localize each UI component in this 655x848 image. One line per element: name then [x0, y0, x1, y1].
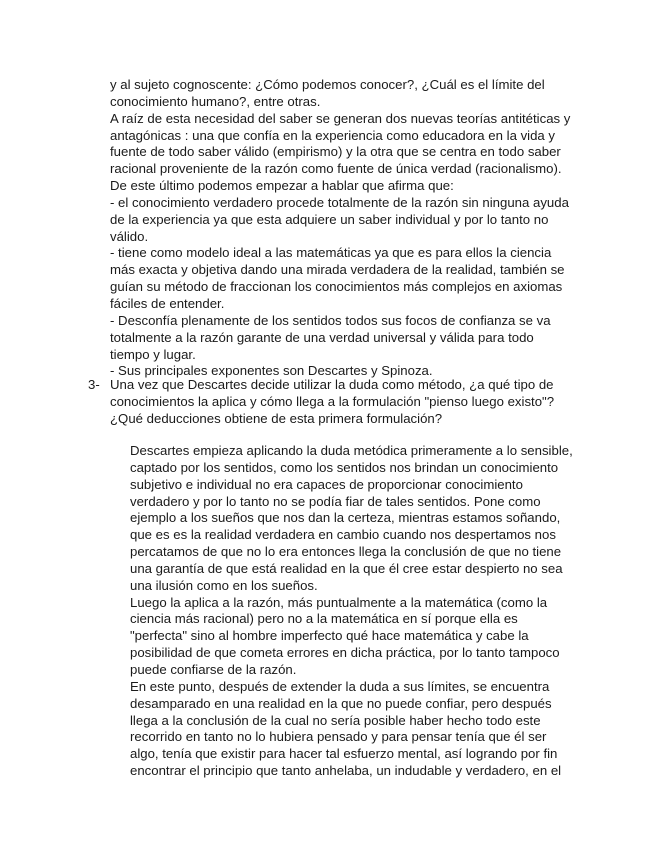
question-number: 3- — [88, 377, 100, 392]
text-line: percatamos de que no lo era entonces llega la conclusión de que no tiene — [130, 544, 562, 560]
text-line: fáciles de entender. — [110, 295, 225, 311]
text-line: Luego la aplica a la razón, más puntualmente a la matemática (como la — [130, 594, 548, 610]
text-line: A raíz de esta necesidad del saber se generan dos nuevas teorías antitéticas y — [110, 110, 571, 126]
text-line: tiempo y lugar. — [110, 346, 196, 362]
text-line: - tiene como modelo ideal a las matemáticas ya que es para ellos la ciencia — [110, 245, 552, 261]
text-line: puede confiarse de la razón. — [130, 661, 297, 677]
text-line: racional proveniente de la razón como fuente de única verdad (racionalismo). — [110, 161, 562, 177]
text-line: conocimiento humano?, entre otras. — [110, 93, 321, 109]
text-line: verdadero y por lo tanto no se podía fiar de tales sentidos. Pone como — [130, 493, 541, 509]
intro-text — [110, 77, 570, 380]
text-line: ¿Qué deducciones obtiene de esta primera formulación? — [110, 410, 443, 426]
text-line: De este último podemos empezar a hablar que afirma que: — [110, 178, 454, 194]
answer-text — [130, 443, 573, 780]
text-line: posibilidad de que cometa errores en dicha práctica, por lo tanto tampoco — [130, 645, 560, 661]
text-line: y al sujeto cognoscente: ¿Cómo podemos conocer?, ¿Cuál es el límite del — [110, 77, 545, 92]
text-line: recorrido en tanto no lo hubiera pensado y para pensar tenía que él ser — [130, 729, 547, 745]
text-line: llega a la conclusión de la cual no sería posible haber hecho todo este — [130, 712, 541, 728]
question-text — [110, 377, 554, 428]
text-line: una garantía de que está realidad en la que él cree estar despierto no sea — [130, 560, 563, 576]
text-line: de la experiencia ya que esta adquiere un saber individual y por lo tanto no — [110, 211, 549, 227]
text-line: En este punto, después de extender la duda a sus límites, se encuentra — [130, 678, 550, 694]
text-line: fuente de todo saber válido (empirismo) y la otra que se centra en todo saber — [110, 144, 561, 160]
text-line: Descartes empieza aplicando la duda metódica primeramente a lo sensible, — [130, 443, 573, 458]
text-line: conocimientos la aplica y cómo llega a la formulación "pienso luego existo"? — [110, 393, 555, 409]
text-line: "perfecta" sino al hombre imperfecto qué hace matemática y cabe la — [130, 628, 529, 644]
text-line: desamparado en una realidad en la que no puede confiar, pero después — [130, 695, 552, 711]
text-line: - Sus principales exponentes son Descartes y Spinoza. — [110, 363, 433, 379]
text-line: totalmente a la razón garante de una verdad universal y válida para todo — [110, 329, 534, 345]
text-line: encontrar el principio que tanto anhelaba, un indudable y verdadero, en el — [130, 763, 562, 779]
text-line: Una vez que Descartes decide utilizar la duda como método, ¿a qué tipo de — [110, 377, 554, 392]
text-line: captado por los sentidos, como los sentidos nos brindan un conocimiento — [130, 459, 559, 475]
text-line: una ilusión como en los sueños. — [130, 577, 318, 593]
text-line: guían su método de fraccionan los conocimientos más complejos en axiomas — [110, 279, 563, 295]
text-line: subjetivo e individual no era capaces de proporcionar conocimiento — [130, 476, 523, 492]
text-line: antagónicas : una que confía en la experiencia como educadora en la vida y — [110, 127, 556, 143]
text-line: ejemplo a los sueños que nos dan la certeza, mientras estamos soñando, — [130, 510, 561, 526]
text-line: más exacta y objetiva dando una mirada verdadera de la realidad, también se — [110, 262, 565, 278]
text-line: - el conocimiento verdadero procede totalmente de la razón sin ninguna ayuda — [110, 194, 569, 210]
text-line: algo, tenía que existir para hacer tal esfuerzo mental, así logrando por fin — [130, 746, 558, 762]
text-line: - Desconfía plenamente de los sentidos todos sus focos de confianza se va — [110, 312, 551, 328]
text-line: válido. — [110, 228, 149, 244]
text-line: que es es la realidad verdadera en cambio cuando nos despertamos nos — [130, 527, 556, 543]
text-line: ciencia más racional) pero no a la matemática en sí porque ella es — [130, 611, 518, 627]
